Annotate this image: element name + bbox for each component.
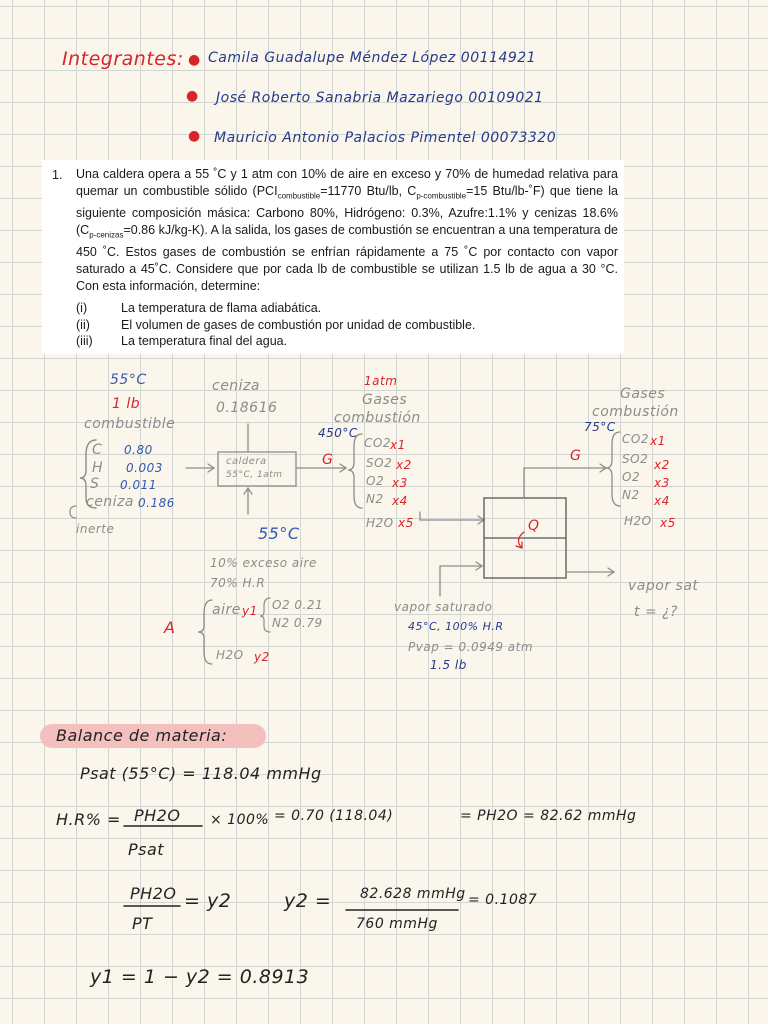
pvap: Pvap = 0.0949 atm [408, 640, 534, 654]
gas-n2-x: x4 [392, 494, 408, 508]
fuel-c: C [92, 442, 103, 458]
fuel-temp: 55°C [110, 372, 147, 388]
hr-substitution: = 0.70 (118.04) [274, 808, 394, 824]
out-o2-x: x3 [654, 476, 670, 490]
y2-equals: = y2 [184, 890, 232, 912]
gas-pressure: 1atm [364, 374, 398, 388]
gases-label: Gases [362, 392, 408, 408]
psat-equation: Psat (55°C) = 118.04 mmHg [80, 764, 322, 783]
gas-h2o-x: x5 [398, 516, 414, 530]
fuel-label: combustible [84, 416, 176, 432]
y1-equation: y1 = 1 − y2 = 0.8913 [90, 966, 310, 988]
y2-fraction-den: PT [132, 914, 153, 933]
excess-air: 10% exceso aire [210, 556, 317, 570]
out-brace [606, 432, 620, 506]
gas-so2: SO2 [366, 456, 393, 470]
out-temp: 75°C [584, 420, 616, 434]
y2-lhs: y2 = [284, 890, 332, 912]
stream-g-1: G [322, 452, 334, 468]
balance-heading: Balance de materia: [56, 726, 228, 745]
vapor-label: vapor saturado [394, 600, 493, 614]
combustion-label: combustión [334, 410, 421, 426]
fuel-s: S [90, 476, 100, 492]
air-label: aire [212, 602, 241, 618]
y2-result: = 0.1087 [468, 892, 538, 908]
y2-label: y2 [254, 650, 270, 664]
fuel-c-value: 0.80 [124, 443, 153, 457]
problem-item: (iii) La temperatura final del agua. [76, 334, 288, 348]
team-member-3: Mauricio Antonio Palacios Pimentel 00073320 [214, 130, 557, 146]
inerte-label: inerte [76, 522, 115, 536]
gas-brace [348, 434, 362, 508]
team-member-2: José Roberto Sanabria Mazariego 00109021 [216, 90, 544, 106]
gas-so2-x: x2 [396, 458, 412, 472]
y2-numerator-value: 82.628 mmHg [360, 886, 466, 902]
inerte-brace [70, 506, 76, 518]
problem-item: (ii) El volumen de gases de combustión por unidad de combustible. [76, 317, 476, 332]
bullet-icon: ● [188, 128, 201, 144]
air-temp: 55°C [258, 524, 300, 543]
gas-co2-x: x1 [390, 438, 406, 452]
bullet-icon: ● [186, 88, 199, 104]
y2-denominator-value: 760 mmHg [356, 916, 438, 932]
team-member-1: Camila Guadalupe Méndez López 00114921 [208, 50, 537, 66]
t-final: t = ¿? [634, 604, 678, 620]
out-combustion-label: combustión [592, 404, 679, 420]
out-n2-x: x4 [654, 494, 670, 508]
gas-n2: N2 [366, 492, 384, 506]
out-so2-x: x2 [654, 458, 670, 472]
fuel-ceniza-value: 0.186 [138, 496, 175, 510]
out-gases-label: Gases [620, 386, 666, 402]
boiler-label: caldera [226, 456, 267, 467]
gas-temp: 450°C [318, 426, 358, 440]
vapor-conditions: 45°C, 100% H.R [408, 620, 504, 633]
team-heading: Integrantes: [62, 48, 184, 70]
fuel-ceniza: ceniza [86, 494, 135, 510]
y1-label: y1 [242, 604, 258, 618]
gas-o2: O2 [366, 474, 385, 488]
hr-lhs: H.R% = [56, 810, 121, 829]
vapor-sat-label: vapor sat [628, 578, 699, 594]
o2n2-brace [260, 598, 270, 632]
hr-multiplier: × 100% [210, 812, 270, 828]
gas-o2-x: x3 [392, 476, 408, 490]
stream-a: A [164, 618, 176, 637]
hr-numerator: PH2O [134, 806, 181, 825]
fuel-h-value: 0.003 [126, 461, 163, 475]
water-mass: 1.5 lb [430, 658, 467, 672]
air-brace [198, 600, 212, 664]
gas-co2: CO2 [364, 436, 391, 450]
out-co2-x: x1 [650, 434, 666, 448]
ash-label: ceniza [212, 378, 261, 394]
boiler-conditions: 55°C, 1atm [226, 470, 283, 480]
gas-h2o: H2O [366, 516, 394, 530]
ash-value: 0.18616 [216, 400, 278, 416]
gas-to-exchanger [420, 512, 484, 520]
q-label: Q [528, 518, 540, 534]
hr-denominator: Psat [128, 840, 165, 859]
fuel-mass: 1 lb [112, 396, 141, 412]
problem-item: (i) La temperatura de flama adiabática. [76, 301, 322, 315]
q-arrow [518, 532, 524, 548]
problem-text: Una caldera opera a 55 ˚C y 1 atm con 10% de aire en exceso y 70% de humedad relativa para quemar un combustible sólido ($PCI_{combustible}=11770$ Btu/lb, $C_{p-combustible}=15$ Btu/lb-˚F) que tiene la siguiente composición másica: Carbono 80%, Hidrógeno: 0.3%, Azufre:1.1% y cenizas 18.6% ($C_{p-cenizas}=0.86$ kJ/kg-K). A la salida, los gases de combustión se encuentran a una temperatura de 450 ˚C. Estos gases de combustión se enfrían rápidamente a 75 ˚C por contacto con vapor saturado a 45˚C. Considere que por cada lb de combustible se utilizan 1.5 lb de agua a 30 °C. Con esta información, determine: [76, 167, 619, 294]
out-n2: N2 [622, 488, 640, 502]
problem-number: 1. [52, 168, 63, 182]
out-h2o: H2O [624, 514, 652, 528]
out-so2: SO2 [622, 452, 649, 466]
y2-fraction-num: PH2O [130, 884, 177, 903]
out-co2: CO2 [622, 432, 649, 446]
out-o2: O2 [622, 470, 641, 484]
h2o-label: H2O [216, 648, 244, 662]
n2-fraction: N2 0.79 [272, 616, 323, 630]
humidity: 70% H.R [210, 576, 266, 590]
bullet-icon: ● [188, 52, 201, 68]
fuel-s-value: 0.011 [120, 478, 157, 492]
gas-out-line [524, 468, 606, 498]
o2-fraction: O2 0.21 [272, 598, 324, 612]
fuel-h: H [92, 460, 104, 476]
hr-result: = PH2O = 82.62 mmHg [460, 808, 637, 824]
out-h2o-x: x5 [660, 516, 676, 530]
stream-g-2: G [570, 448, 582, 464]
